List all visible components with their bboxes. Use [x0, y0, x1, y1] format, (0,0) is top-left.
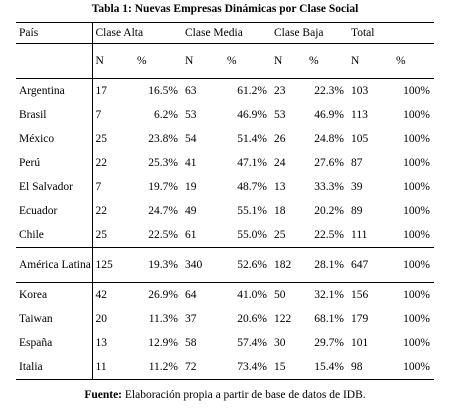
subheader-pct: % [393, 44, 434, 79]
table-row [16, 151, 434, 175]
cell-total-n: 103 [351, 85, 369, 97]
cell-baja-p: 22.3% [314, 85, 344, 97]
cell-media-p: 57.4% [237, 337, 267, 349]
table-row [16, 175, 434, 199]
cell-total-p: 100% [403, 205, 430, 217]
cell-media-p: 48.7% [237, 181, 267, 193]
cell-total-n: 98 [348, 355, 393, 380]
table-row [16, 331, 434, 355]
cell-media-n: 61 [182, 223, 224, 248]
cell-media-p: 41.0% [237, 289, 267, 301]
subheader-pct: % [134, 44, 182, 79]
table-row [16, 103, 434, 127]
cell-total-p: 100% [403, 133, 430, 145]
cell-media-n: 63 [185, 85, 197, 97]
subheader-blank [16, 44, 92, 79]
cell-media-p: 51.4% [237, 133, 267, 145]
cell-total-p: 100% [403, 85, 430, 97]
country-name: México [19, 133, 55, 145]
subheader-row [16, 44, 434, 79]
cell-total-p: 100% [403, 181, 430, 193]
cell-alta-p: 19.7% [148, 181, 178, 193]
country-name: Chile [16, 223, 92, 248]
cell-alta-n: 11 [92, 355, 134, 380]
cell-baja-p: 68.1% [314, 313, 344, 325]
cell-media-p: 61.2% [237, 85, 267, 97]
cell-baja-n: 50 [274, 289, 286, 301]
cell-media-n: 53 [185, 109, 197, 121]
cell-media-p: 55.1% [237, 205, 267, 217]
country-name: Argentina [19, 85, 65, 97]
subheader-n: N [271, 44, 306, 79]
cell-baja-p: 20.2% [314, 205, 344, 217]
cell-baja-p: 29.7% [314, 337, 344, 349]
cell-media-p: 73.4% [224, 355, 271, 380]
cell-total-p: 100% [403, 313, 430, 325]
cell-media-n: 72 [182, 355, 224, 380]
cell-baja-n: 25 [271, 223, 306, 248]
data-table [16, 22, 434, 380]
cell-alta-p: 23.8% [148, 133, 178, 145]
cell-baja-n: 182 [271, 248, 306, 283]
cell-total-n: 39 [351, 181, 363, 193]
cell-alta-n: 20 [92, 307, 134, 331]
cell-media-n: 340 [182, 248, 224, 283]
col-header-total: Total [348, 23, 434, 44]
cell-media-n: 41 [185, 157, 197, 169]
cell-total-n: 89 [351, 205, 363, 217]
cell-baja-p: 15.4% [306, 355, 348, 380]
cell-total-n: 113 [351, 109, 368, 121]
table-row [16, 248, 434, 283]
cell-media-n: 19 [185, 181, 197, 193]
subheader-n: N [348, 44, 393, 79]
cell-alta-p: 22.5% [134, 223, 182, 248]
cell-total-p: 100% [403, 157, 430, 169]
table-title: Tabla 1: Nuevas Empresas Dinámicas por Clase Social [91, 3, 359, 15]
cell-baja-p: 28.1% [306, 248, 348, 283]
cell-baja-n: 24 [274, 157, 286, 169]
table-row [16, 307, 434, 331]
country-name: El Salvador [19, 181, 73, 193]
table-row [16, 79, 434, 104]
cell-baja-p: 22.5% [306, 223, 348, 248]
cell-alta-n: 25 [92, 127, 134, 151]
country-name: Taiwan [19, 313, 53, 325]
cell-alta-p: 25.3% [148, 157, 178, 169]
cell-total-p: 100% [393, 248, 434, 283]
cell-baja-p: 46.9% [314, 109, 344, 121]
cell-alta-p: 16.5% [148, 85, 178, 97]
cell-total-n: 179 [351, 313, 369, 325]
cell-media-n: 37 [185, 313, 197, 325]
cell-alta-n: 7 [92, 103, 134, 127]
country-name: Brasil [19, 109, 47, 121]
table-row [16, 283, 434, 308]
source-label: Fuente: [84, 389, 123, 401]
cell-alta-n: 22 [92, 199, 134, 223]
country-name: Korea [19, 289, 48, 301]
cell-baja-n: 26 [274, 133, 286, 145]
cell-total-n: 87 [351, 157, 363, 169]
col-header-pais: País [16, 23, 92, 44]
cell-alta-n: 25 [92, 223, 134, 248]
cell-baja-p: 33.3% [314, 181, 344, 193]
table-row [16, 223, 434, 248]
cell-alta-p: 24.7% [148, 205, 178, 217]
cell-baja-n: 30 [274, 337, 286, 349]
cell-baja-n: 122 [274, 313, 292, 325]
cell-baja-n: 15 [271, 355, 306, 380]
cell-media-n: 58 [185, 337, 197, 349]
cell-alta-n: 22 [92, 151, 134, 175]
subheader-pct: % [224, 44, 271, 79]
country-name: Perú [19, 157, 41, 169]
cell-alta-p: 26.9% [148, 289, 178, 301]
country-name: Ecuador [19, 205, 58, 217]
cell-alta-p: 11.3% [148, 313, 178, 325]
cell-total-p: 100% [403, 337, 430, 349]
cell-baja-p: 24.8% [314, 133, 344, 145]
cell-media-n: 54 [185, 133, 197, 145]
cell-total-p: 100% [393, 223, 434, 248]
source-text: Elaboración propia a partir de base de datos de IDB. [122, 389, 366, 401]
cell-alta-n: 42 [92, 283, 134, 308]
cell-alta-n: 13 [92, 331, 134, 355]
subheader-pct: % [306, 44, 348, 79]
country-name: España [19, 337, 53, 349]
cell-alta-n: 17 [92, 79, 134, 104]
header-row [16, 23, 434, 44]
cell-total-n: 101 [351, 337, 369, 349]
col-header-clase-alta: Clase Alta [92, 23, 182, 44]
cell-baja-n: 53 [274, 109, 286, 121]
cell-total-p: 100% [403, 109, 430, 121]
cell-media-p: 52.6% [224, 248, 271, 283]
cell-alta-p: 11.2% [134, 355, 182, 380]
cell-total-n: 111 [348, 223, 393, 248]
cell-baja-p: 32.1% [314, 289, 344, 301]
cell-total-p: 100% [403, 289, 430, 301]
cell-alta-p: 6.2% [154, 109, 178, 121]
table-row [16, 199, 434, 223]
cell-baja-n: 13 [274, 181, 286, 193]
cell-media-p: 20.6% [237, 313, 267, 325]
cell-alta-n: 125 [92, 248, 134, 283]
cell-baja-p: 27.6% [314, 157, 344, 169]
country-name: América Latina [16, 248, 92, 283]
cell-media-p: 46.9% [237, 109, 267, 121]
table-row [16, 355, 434, 380]
table-row [16, 127, 434, 151]
cell-media-p: 55.0% [224, 223, 271, 248]
cell-total-n: 105 [351, 133, 369, 145]
source-note [0, 389, 450, 402]
cell-baja-n: 18 [274, 205, 286, 217]
cell-alta-p: 19.3% [134, 248, 182, 283]
cell-total-p: 100% [393, 355, 434, 380]
subheader-n: N [182, 44, 224, 79]
cell-media-n: 49 [185, 205, 197, 217]
cell-media-n: 64 [185, 289, 197, 301]
cell-total-n: 156 [351, 289, 369, 301]
cell-alta-n: 7 [92, 175, 134, 199]
subheader-n: N [92, 44, 134, 79]
country-name: Italia [16, 355, 92, 380]
cell-total-n: 647 [348, 248, 393, 283]
col-header-clase-media: Clase Media [182, 23, 271, 44]
col-header-clase-baja: Clase Baja [271, 23, 348, 44]
cell-media-p: 47.1% [237, 157, 267, 169]
cell-baja-n: 23 [274, 85, 286, 97]
cell-alta-p: 12.9% [148, 337, 178, 349]
